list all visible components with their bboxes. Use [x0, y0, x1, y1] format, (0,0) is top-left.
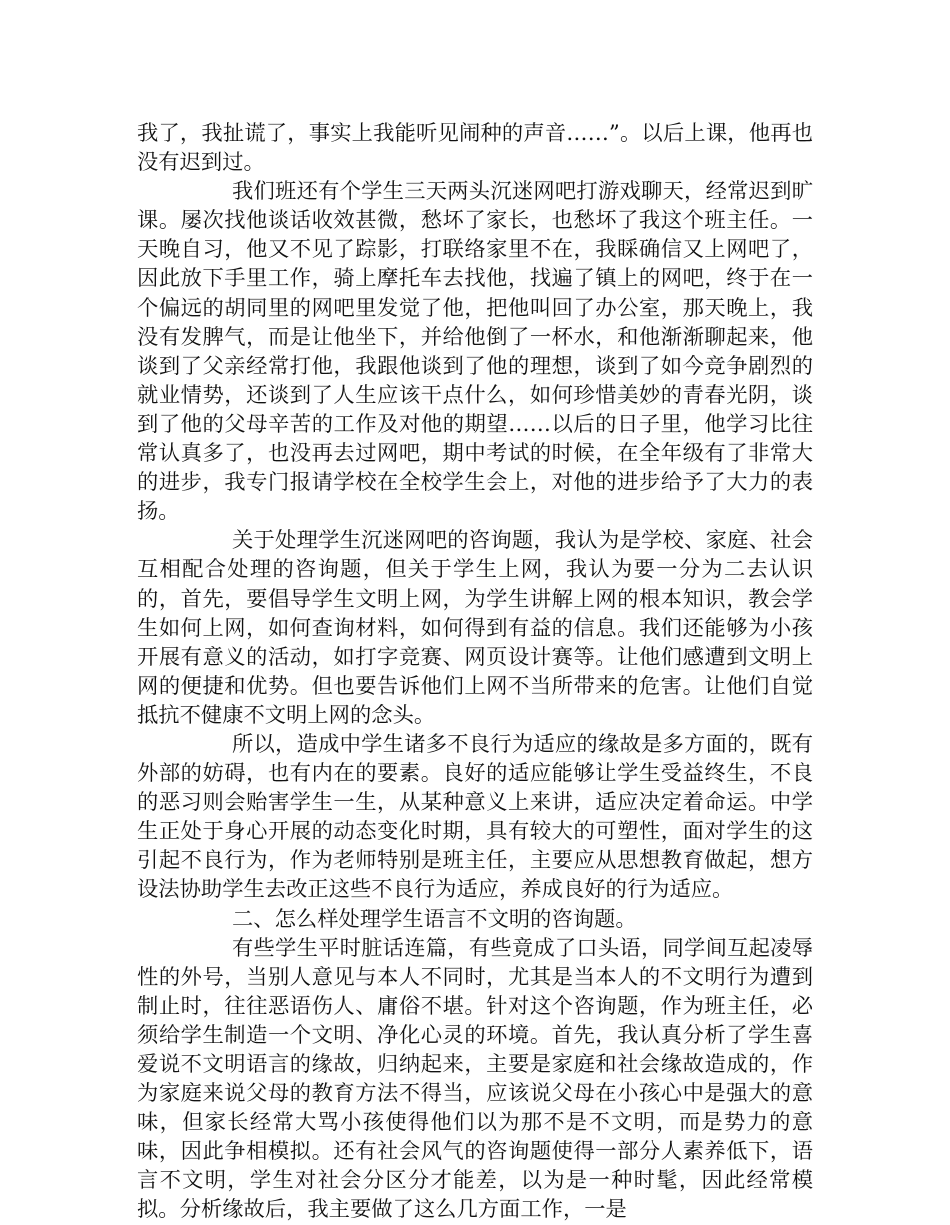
paragraph-uncivil-language: 有些学生平时脏话连篇，有些竟成了口头语，同学间互起凌辱性的外号，当别人意见与本人不同时，尤其是当本人的不文明行为遭到制止时，往往恶语伤人、庸俗不堪。针对这个咨询题，作为班主任，必须给学生制造一个文明、净化心灵的环境。首先，我认真分析了学生喜爱说不文明语言的缘故，归纳起来，主要是家庭和社会缘故造成的，作为家庭来说父母的教育方法不得当，应该说父母在小孩心中是强大的意味，但家长经常大骂小孩使得他们以为那不是不文明，而是势力的意味，因此争相模拟。还有社会风气的咨询题使得一部分人素养低下，语言不文明，学生对社会分区分才能差，以为是一种时髦，因此经常模拟。分析缘故后，我主要做了这么几方面工作，一是: [137, 935, 813, 1223]
paragraph-internet-cafe-story: 我们班还有个学生三天两头沉迷网吧打游戏聊天，经常迟到旷课。屡次找他谈话收效甚微，愁坏了家长，也愁坏了我这个班主任。一天晚自习，他又不见了踪影，打联络家里不在，我睬确信又上网吧了，因此放下手里工作，骑上摩托车去找他，找遍了镇上的网吧，终于在一个偏远的胡同里的网吧里发觉了他，把他叫回了办公室，那天晚上，我没有发脾气，而是让他坐下，并给他倒了一杯水，和他渐渐聊起来，他谈到了父亲经常打他，我跟他谈到了他的理想，谈到了如今竞争剧烈的就业情势，还谈到了人生应该干点什么，如何珍惜美妙的青春光阴，谈到了他的父母辛苦的工作及对他的期望……以后的日子里，他学习比往常认真多了，也没再去过网吧，期中考试的时候，在全年级有了非常大的进步，我专门报请学校在全校学生会上，对他的进步给予了大力的表扬。: [137, 179, 813, 525]
paragraph-summary: 所以，造成中学生诸多不良行为适应的缘故是多方面的，既有外部的妨碍，也有内在的要素。良好的适应能够让学生受益终生，不良的恶习则会贻害学生一生，从某种意义上来讲，适应决定着命运。中学生正处于身心开展的动态变化时期，具有较大的可塑性，面对学生的这引起不良行为，作为老师特别是班主任，主要应从思想教育做起，想方设法协助学生去改正这些不良行为适应，养成良好的行为适应。: [137, 731, 813, 903]
paragraph-continuation: 我了，我扯谎了，事实上我能听见闹种的声音……”。以后上课，他再也没有迟到过。: [137, 121, 813, 176]
document-body: [137, 119, 813, 1225]
section-heading-language: 二、怎么样处理学生语言不文明的咨询题。: [232, 906, 637, 932]
paragraph-internet-addiction-solution: 关于处理学生沉迷网吧的咨询题，我认为是学校、家庭、社会互相配合处理的咨询题，但关于学生上网，我认为要一分为二去认识的，首先，要倡导学生文明上网，为学生讲解上网的根本知识，教会学生如何上网，如何查询材料，如何得到有益的信息。我们还能够为小孩开展有意义的活动，如打字竞赛、网页设计赛等。让他们感遭到文明上网的便捷和优势。但也要告诉他们上网不当所带来的危害。让他们自觉抵抗不健康不文明上网的念头。: [137, 528, 813, 728]
